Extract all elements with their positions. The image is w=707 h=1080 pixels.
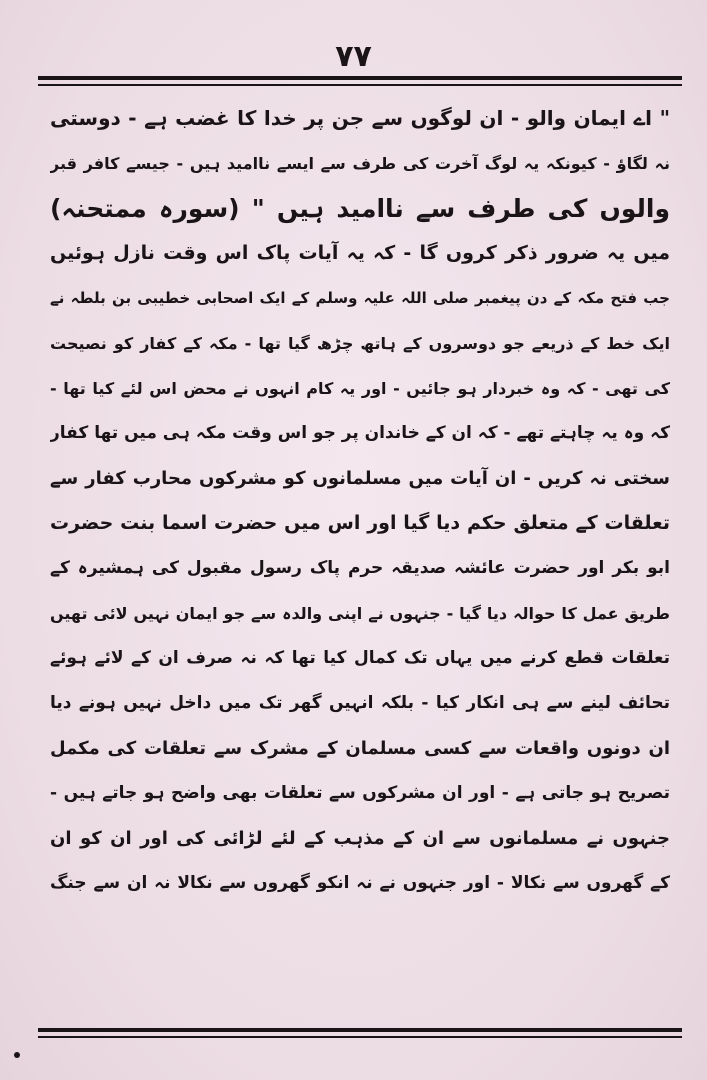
text-line: سختی نہ کریں - ان آیات میں مسلمانوں کو مشرکوں محارب کفار سے: [50, 468, 670, 489]
text-line: تصریح ہو جاتی ہے - اور ان مشرکوں سے تعلقات بھی واضح ہو جاتے ہیں -: [50, 783, 670, 803]
text-line: جنہوں نے مسلمانوں سے ان کے مذہب کے لئے لڑائی کی اور ان کو ان: [50, 828, 670, 849]
top-double-rule: [38, 76, 682, 86]
bottom-double-rule: [38, 1028, 682, 1038]
page-number: ۷۷: [335, 39, 372, 74]
text-line: ایک خط کے ذریعے جو دوسروں کے ہاتھ چڑھ گیا تھا - مکہ کے کفار کو نصیحت: [50, 334, 670, 353]
text-line: میں یہ ضرور ذکر کروں گا - کہ یہ آیات پاک اس وقت نازل ہوئیں: [50, 242, 670, 264]
text-line: کے گھروں سے نکالا - اور جنہوں نے نہ انکو گھروں سے نکالا نہ ان سے جنگ: [50, 873, 670, 893]
text-line: " اے ایمان والو - ان لوگوں سے جن پر خدا کا غضب ہے - دوستی: [50, 106, 670, 130]
text-line: کہ وہ یہ چاہتے تھے - کہ ان کے خاندان پر جو اس وقت مکہ ہی میں تھا کفار: [50, 423, 670, 443]
margin-dot: [14, 1052, 20, 1058]
text-line: نہ لگاؤ - کیونکہ یہ لوگ آخرت کی طرف سے ایسے ناامید ہیں - جیسے کافر قبر: [50, 154, 670, 173]
text-line: تعلقات کے متعلق حکم دیا گیا اور اس میں حضرت اسما بنت حضرت: [50, 512, 670, 534]
text-line: ابو بکر اور حضرت عائشہ صدیقہ حرم پاک رسول مقبول کی ہمشیرہ کے: [50, 558, 670, 578]
text-line: تعلقات قطع کرنے میں یہاں تک کمال کیا تھا کہ نہ صرف ان کے لائے ہوئے: [50, 648, 670, 668]
text-line: والوں کی طرف سے ناامید ہیں " (سورہ ممتحنہ): [50, 194, 670, 223]
text-line: ان دونوں واقعات سے کسی مسلمان کے مشرک سے تعلقات کی مکمل: [50, 738, 670, 759]
text-line: جب فتح مکہ کے دن پیغمبر صلی اللہ علیہ وسلم کے ایک اصحابی خطیبی بن بلطہ نے: [50, 289, 670, 307]
text-line: کی تھی - کہ وہ خبردار ہو جائیں - اور یہ کام انہوں نے محض اس لئے کیا تھا -: [50, 379, 670, 398]
urdu-body-text: [50, 96, 670, 906]
text-line: تحائف لینے سے ہی انکار کیا - بلکہ انہیں گھر تک میں داخل نہیں ہونے دیا: [50, 693, 670, 713]
text-line: طریق عمل کا حوالہ دیا گیا - جنہوں نے اپنی والدہ سے جو ایمان نہیں لائی تھیں: [50, 604, 670, 623]
